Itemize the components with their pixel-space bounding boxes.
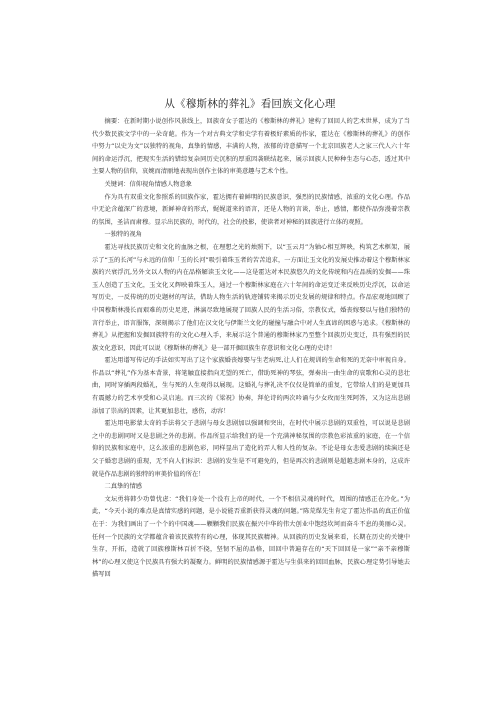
- document-body: [92, 116, 410, 582]
- body-paragraph: 文坛勇将韩少功曾忧虑：“我们身处一个没有上帝的时代，一个不相信灵魂的时代，周围的情感正在冷化。”为此，“今天小说的难点是真情实感的问题，是小说能否重新获得灵魂的问题。”陈荒煤先生肯定了霍达作品的真正价值在于：为我们画出了一个个的中国魂——颗颗我们民族在振兴中华的伟大创业中饱经坎坷而奋斗不息的美丽心灵。任何一个民族的文学都蕴含着该民族特有的心理，体现其民族精神。从回族的历史发展来看，长期在历史的关键中生存，开拓，造就了回族穆斯林百折不挠，坚韧不屈的品格，回回中普遍存在的“天下回回是一家”“亲不亲穆斯林”的心理又使这个民族具有强大的凝聚力。鲜明的民族情感源于霍达与生俱来的回回血脉，民族心理定势引导她去描写回: [92, 495, 410, 579]
- body-paragraph: 霍达用电影蒙太奇的手法将父子悲剧与母女悲剧加以强调和突出，在时代中展示悲剧的双重性，可以说是悲剧之中的悲剧同时又是悲剧之外的悲剧。作品所显示给我们的是一个充满神秘氛围的宗教色彩浓重的家庭，在一个信仰的民族和家庭中，这么浓重的悲剧色彩，同样显出了造化的弄人和人性的复杂。不论是母女悲爱悲剧的续演还是父子婚恋悲剧的重现，无不向人们标识：悲剧的发生是不可避免的，但是再次的悲剧则是超越悲剧本身的，这成许就是作品悲剧的独特的审美价值的所在！: [92, 420, 410, 478]
- body-paragraph: 霍达用谱写传记的手法如实写出了这个家族婚丧嫁娶与生老病死,让人们在规训的生命和死的无奈中审视自身。作品以“葬礼”作为基本背景，将笔触直接指向无望的死亡，借助死神的琴弦，弹奏出一曲生命的哀歌和心灵的悲壮曲，同时穿插两段婚礼，生与死的人生观得以展现。这婚礼与葬礼决不仅仅是简单的重复，它带给人们的是更加具有震撼力的艺术享受和心灵启迪。而三次的《梁祝》协奏，拜伦诗的两次吟诵与少女玫而生死阿答，又为这出悲剧添加了崇高的因素，让其更加悲壮，感伤，动容！: [92, 357, 410, 415]
- abstract-paragraph: 摘要：在新时期小说创作风景线上，回族奇女子霍达的《穆斯林的葬礼》建构了回回人的艺术世界，成为了当代少数民族文学中的一朵奇葩。作为一个对古典文学和史学有着极好素质的作家，霍达在《穆斯林的葬礼》的创作中努力“以史为文”以独特的视角，真挚的情感，丰满的人物，浓郁的诗意描写一个北京回族老人之家三代人六十年间的命运浮沉，把现实生活的错综复杂同历史沉积的厚重因袭联结起来，展示回族人民种种生态与心态，透过其中主要人物的信仰，哀婉而清丽地表现出创作主体的审美意趣与艺术个性。: [92, 118, 410, 176]
- body-paragraph: 霍达寻找民族历史和文化的血脉之根，在理想之光的烛照下，以“玉云月”为轴心相互辉映，构筑艺术框架，展示了“玉的长河”与永远的信仰「玉的长河”吸引着珠玉者的苦苦追求，一方面让玉文化的发展史推动着这个穆斯林家族的兴衰浮沉,另外文以人物的内在品格解读玉文化——这是霍达对本民族悠久的文化传统和内在品质的发掘——珠玉人创造了玉文化，玉文化又辉映着珠玉人，通过一个穆斯林家庭在六十年间的命运变迁来反映历史浮沉，以命运写历史，一反传统的历史题材的写法，借助人物生活的轨迹铺转来揭示历史发展的规律和特点。作品宏观地回顾了中国穆斯林漫长而艰难的历史足迹，淋漓尽致地展现了回族人民的生活习俗，宗教仪式，婚丧嫁娶以与他们独特的言行举止，语言服饰，深刻揭示了他们在汉文化与伊斯兰文化的碰撞与融合中对人生真谛的困惑与追求。《穆斯林的葬礼》从把握和发掘回族特有的文化心理入手，来展示这个普通的穆斯林家乃至整个回族历史变迁，具有强烈的民族文化意识，因此可以说《穆斯林的葬礼》是一部开掘回族生存意识和文化心理的史诗！: [92, 243, 410, 352]
- keywords-paragraph: 关键词：信仰视角情感人物意象: [104, 180, 192, 188]
- section-heading: 一独特的视角: [104, 231, 142, 239]
- body-paragraph: 作为具有双重文化参照系的回族作家，霍达拥有着鲜明的民族意识，强烈的民族情感，浓重的文化心理。作品中无论含蕴深广的意境，新鲜神奇的形式，娓娓道来的语言，还是人物的言谈，举止，感情，都使作品弥漫着宗教的氛围，圣洁而肃穆。显示出民族的，时代的，社会的投影，使读者对神秘的回族进行立体的观照。: [92, 193, 410, 226]
- section-heading: 二真挚的情感: [104, 483, 142, 491]
- document-title: 从《穆斯林的葬礼》看回族文化心理: [164, 98, 336, 110]
